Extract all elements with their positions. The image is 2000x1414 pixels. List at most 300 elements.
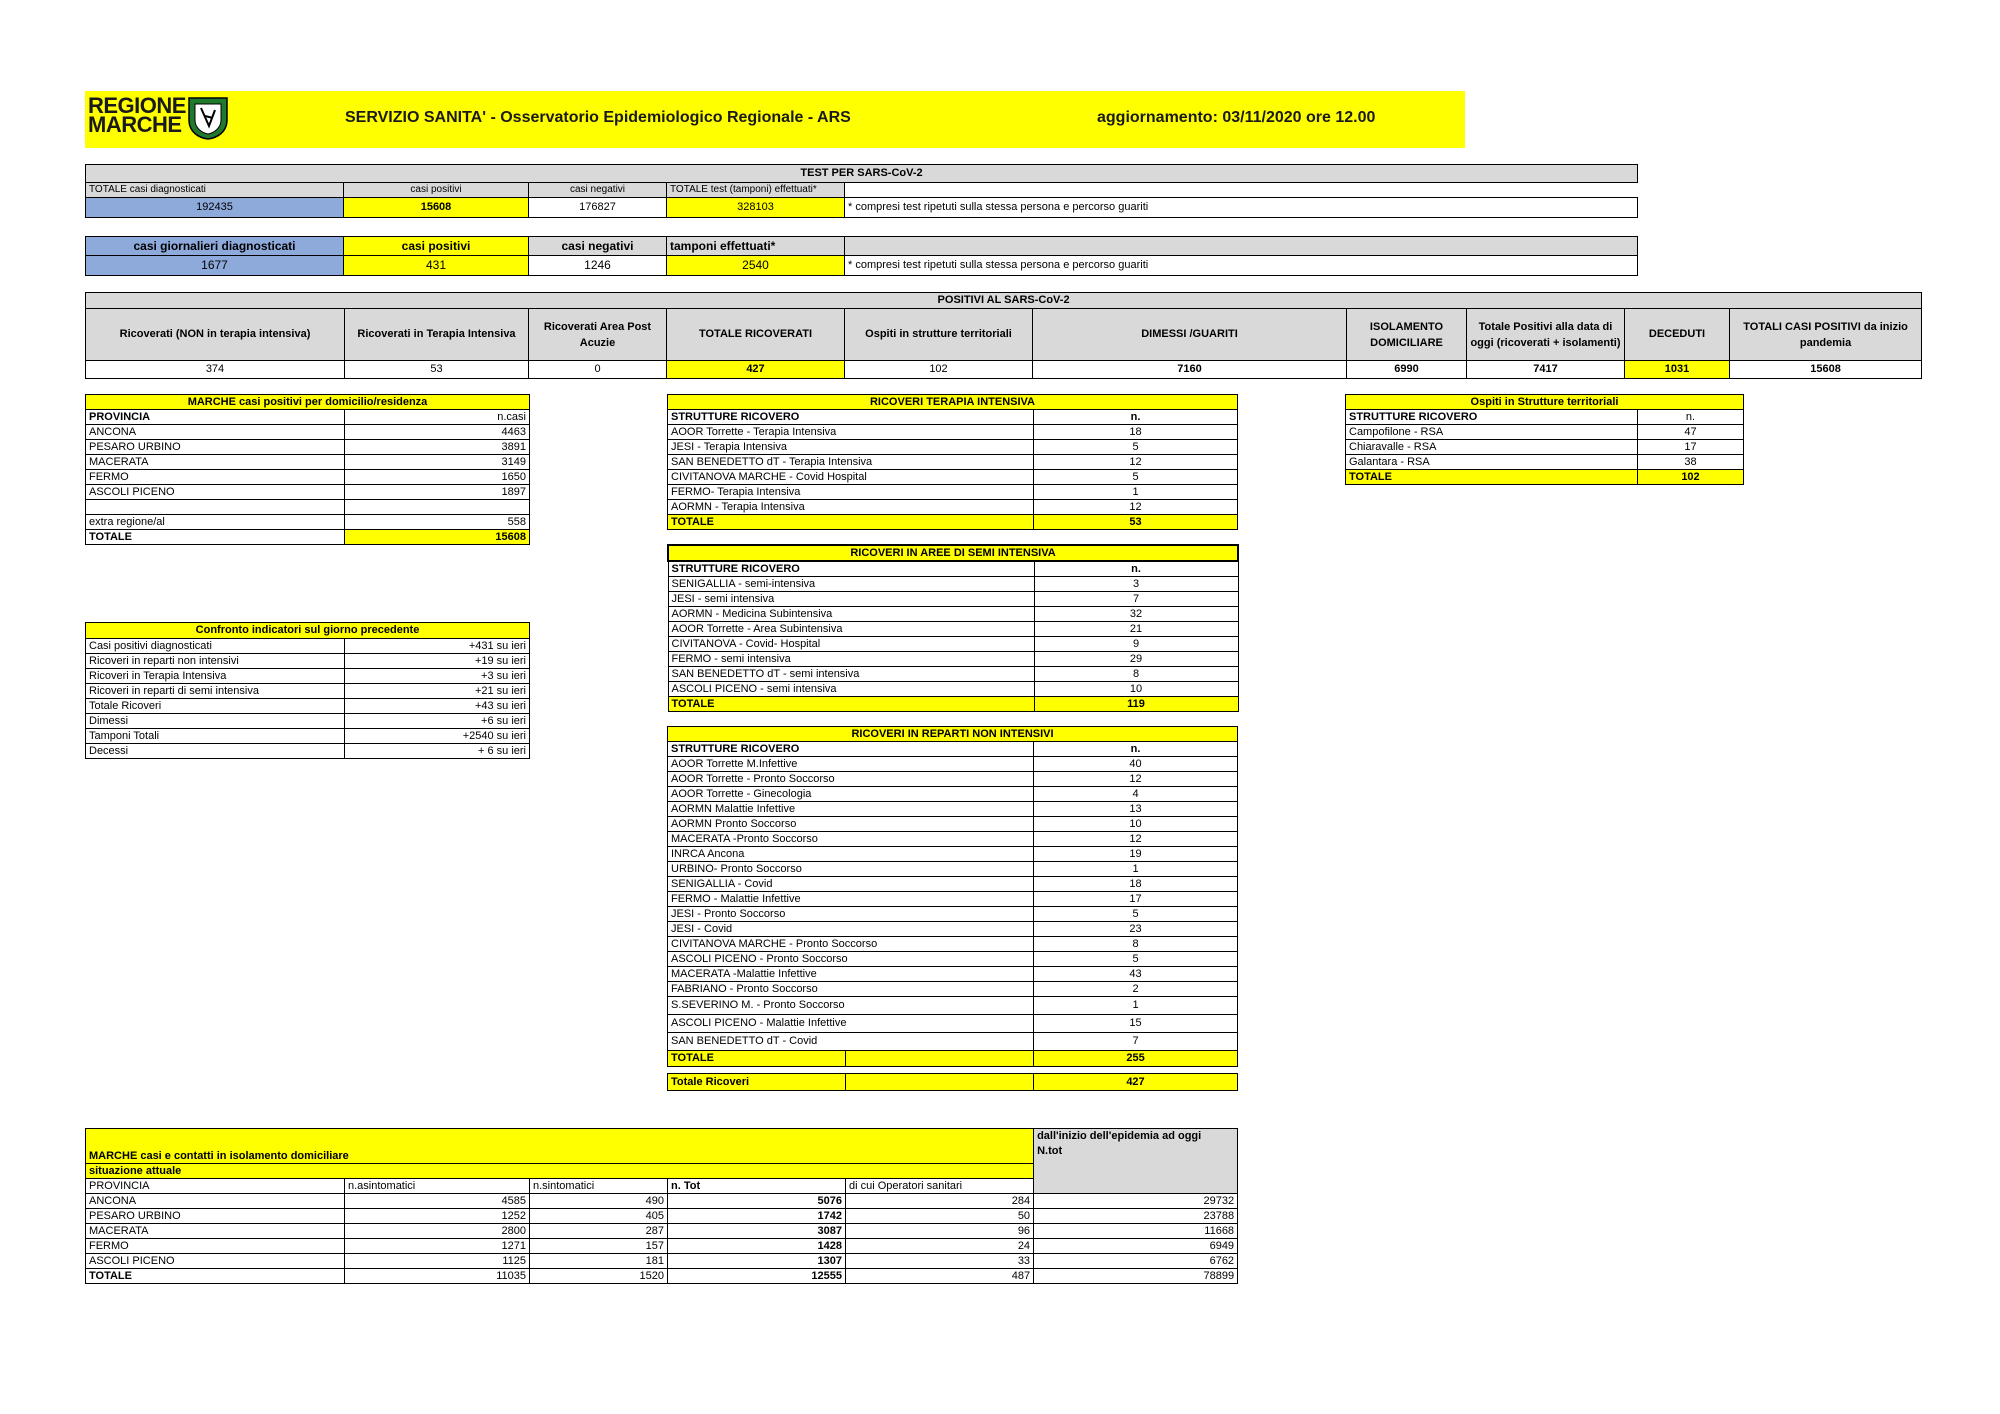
- nonint-col2: n.: [1034, 742, 1238, 757]
- nonint-total-row: [668, 1051, 1238, 1067]
- ti-name: AORMN - Terapia Intensiva: [668, 500, 1034, 515]
- nonint-value: 1: [1034, 862, 1238, 877]
- totale-ricoveri-value: 427: [1034, 1074, 1238, 1091]
- ti-value: 5: [1034, 440, 1238, 455]
- positivi-val-7: 7417: [1467, 361, 1625, 379]
- nonint-row: [668, 937, 1238, 952]
- province-name: ASCOLI PICENO: [86, 485, 345, 500]
- ospiti-value: 47: [1638, 425, 1744, 440]
- isolamento-sint: 181: [530, 1254, 668, 1269]
- nonint-name: AORMN Pronto Soccorso: [668, 817, 1034, 832]
- isolamento-ntot: 6949: [1034, 1239, 1238, 1254]
- ti-title: RICOVERI TERAPIA INTENSIVA: [668, 395, 1238, 410]
- confronto-name: Casi positivi diagnosticati: [86, 639, 345, 654]
- ti-row: [668, 485, 1238, 500]
- positivi-table: [85, 292, 1922, 379]
- positivi-val-5: 7160: [1033, 361, 1347, 379]
- province-row: [86, 485, 530, 500]
- nonint-value: 5: [1034, 907, 1238, 922]
- province-name: PESARO URBINO: [86, 440, 345, 455]
- ti-name: AOOR Torrette - Terapia Intensiva: [668, 425, 1034, 440]
- semi-value: 7: [1034, 592, 1238, 607]
- tests-col-3: TOTALE test (tamponi) effettuati*: [667, 183, 845, 198]
- nonint-row: [668, 862, 1238, 877]
- nonint-name: AOOR Torrette M.Infettive: [668, 757, 1034, 772]
- isolamento-tot: 1428: [668, 1239, 846, 1254]
- ospiti-value: 17: [1638, 440, 1744, 455]
- province-row: [86, 440, 530, 455]
- positivi-col-1: Ricoverati in Terapia Intensiva: [345, 309, 529, 361]
- ti-row: [668, 425, 1238, 440]
- isolamento-name: ASCOLI PICENO: [86, 1254, 345, 1269]
- confronto-title-row: [86, 623, 530, 639]
- nonint-row: [668, 772, 1238, 787]
- nonint-name: AOOR Torrette - Pronto Soccorso: [668, 772, 1034, 787]
- province-total-label: TOTALE: [86, 530, 345, 545]
- isolamento-tot: 3087: [668, 1224, 846, 1239]
- ti-value: 5: [1034, 470, 1238, 485]
- isolamento-row: [86, 1209, 1238, 1224]
- nonint-value: 15: [1034, 1015, 1238, 1033]
- semi-row: [668, 667, 1238, 682]
- province-value: 4463: [345, 425, 530, 440]
- daily-val-0: 1677: [86, 256, 344, 276]
- ospiti-title-row: [1346, 395, 1744, 410]
- province-row: [86, 500, 530, 515]
- semi-table: [667, 544, 1239, 712]
- nonint-value: 4: [1034, 787, 1238, 802]
- isolamento-asint: 1271: [345, 1239, 530, 1254]
- isolamento-row: [86, 1194, 1238, 1209]
- semi-name: FERMO - semi intensiva: [668, 652, 1034, 667]
- tests-spacer: [845, 183, 1638, 198]
- semi-row: [668, 622, 1238, 637]
- ti-table: [667, 394, 1238, 530]
- isolamento-name: PESARO URBINO: [86, 1209, 345, 1224]
- ospiti-name: Campofilone - RSA: [1346, 425, 1638, 440]
- semi-row: [668, 682, 1238, 697]
- nonint-total-value: 255: [1034, 1051, 1238, 1067]
- daily-col-1: casi positivi: [344, 237, 529, 256]
- ti-header-row: [668, 410, 1238, 425]
- nonint-name: CIVITANOVA MARCHE - Pronto Soccorso: [668, 937, 1034, 952]
- semi-total-row: [668, 697, 1238, 712]
- nonint-name: MACERATA -Malattie Infettive: [668, 967, 1034, 982]
- confronto-name: Ricoveri in Terapia Intensiva: [86, 669, 345, 684]
- semi-title: RICOVERI IN AREE DI SEMI INTENSIVA: [668, 545, 1238, 561]
- ospiti-total-row: [1346, 470, 1744, 485]
- confronto-row: [86, 654, 530, 669]
- province-header-row: [86, 410, 530, 425]
- nonint-value: 12: [1034, 832, 1238, 847]
- confronto-value: +43 su ieri: [345, 699, 530, 714]
- semi-name: CIVITANOVA - Covid- Hospital: [668, 637, 1034, 652]
- nonint-value: 17: [1034, 892, 1238, 907]
- page-title: SERVIZIO SANITA' - Osservatorio Epidemiologico Regionale - ARS: [345, 109, 851, 126]
- nonint-name: JESI - Covid: [668, 922, 1034, 937]
- isolamento-tot: 1307: [668, 1254, 846, 1269]
- semi-value: 29: [1034, 652, 1238, 667]
- daily-col-3: tamponi effettuati*: [667, 237, 845, 256]
- confronto-row: [86, 714, 530, 729]
- ti-row: [668, 470, 1238, 485]
- confronto-table: [85, 622, 530, 759]
- semi-total-value: 119: [1034, 697, 1238, 712]
- nonint-header-row: [668, 742, 1238, 757]
- semi-row: [668, 637, 1238, 652]
- nonint-row: [668, 967, 1238, 982]
- totale-ricoveri-spacer: [846, 1074, 1034, 1091]
- nonint-row: [668, 787, 1238, 802]
- semi-col2: n.: [1034, 561, 1238, 577]
- confronto-value: +21 su ieri: [345, 684, 530, 699]
- province-value: 1650: [345, 470, 530, 485]
- nonint-value: 40: [1034, 757, 1238, 772]
- confronto-value: +3 su ieri: [345, 669, 530, 684]
- positivi-col-7: Totale Positivi alla data di oggi (ricoverati + isolamenti): [1467, 309, 1625, 361]
- positivi-val-4: 102: [845, 361, 1033, 379]
- nonint-row: [668, 757, 1238, 772]
- tests-col-2: casi negativi: [529, 183, 667, 198]
- nonint-row: [668, 817, 1238, 832]
- confronto-value: +2540 su ieri: [345, 729, 530, 744]
- positivi-val-6: 6990: [1347, 361, 1467, 379]
- semi-value: 3: [1034, 577, 1238, 592]
- semi-name: AORMN - Medicina Subintensiva: [668, 607, 1034, 622]
- semi-row: [668, 577, 1238, 592]
- positivi-values-row: [86, 361, 1922, 379]
- semi-value: 32: [1034, 607, 1238, 622]
- totale-ricoveri-label: Totale Ricoveri: [668, 1074, 846, 1091]
- nonint-row: [668, 802, 1238, 817]
- ti-row: [668, 500, 1238, 515]
- tests-val-2: 176827: [529, 198, 667, 218]
- province-table: [85, 394, 530, 545]
- positivi-header-row: [86, 309, 1922, 361]
- positivi-col-6: ISOLAMENTO DOMICILIARE: [1347, 309, 1467, 361]
- isolamento-ntot: 29732: [1034, 1194, 1238, 1209]
- province-row: [86, 470, 530, 485]
- confronto-value: +431 su ieri: [345, 639, 530, 654]
- ospiti-name: Galantara - RSA: [1346, 455, 1638, 470]
- semi-name: ASCOLI PICENO - semi intensiva: [668, 682, 1034, 697]
- nonint-name: INRCA Ancona: [668, 847, 1034, 862]
- nonint-value: 8: [1034, 937, 1238, 952]
- nonint-value: 1: [1034, 997, 1238, 1015]
- positivi-col-3: TOTALE RICOVERATI: [667, 309, 845, 361]
- confronto-row: [86, 744, 530, 759]
- isolamento-total-ntot: 78899: [1034, 1269, 1238, 1284]
- isolamento-total-row: [86, 1269, 1238, 1284]
- confronto-value: +19 su ieri: [345, 654, 530, 669]
- daily-table: [85, 236, 1638, 276]
- nonint-row: [668, 877, 1238, 892]
- semi-row: [668, 607, 1238, 622]
- isolamento-ntot: 11668: [1034, 1224, 1238, 1239]
- isolamento-asint: 4585: [345, 1194, 530, 1209]
- update-timestamp: aggiornamento: 03/11/2020 ore 12.00: [1097, 109, 1376, 126]
- isolamento-right-title: [1034, 1129, 1238, 1194]
- ospiti-title: Ospiti in Strutture territoriali: [1346, 395, 1744, 410]
- isolamento-col-4: di cui Operatori sanitari: [846, 1179, 1034, 1194]
- province-name: FERMO: [86, 470, 345, 485]
- province-row: [86, 455, 530, 470]
- ti-total-row: [668, 515, 1238, 530]
- confronto-row: [86, 669, 530, 684]
- semi-name: AOOR Torrette - Area Subintensiva: [668, 622, 1034, 637]
- ospiti-value: 38: [1638, 455, 1744, 470]
- ti-value: 12: [1034, 455, 1238, 470]
- isolamento-sint: 157: [530, 1239, 668, 1254]
- province-name: MACERATA: [86, 455, 345, 470]
- isolamento-oper: 96: [846, 1224, 1034, 1239]
- positivi-title: POSITIVI AL SARS-CoV-2: [86, 293, 1922, 309]
- nonint-title-row: [668, 727, 1238, 742]
- nonint-row: [668, 1033, 1238, 1051]
- nonint-total-label: TOTALE: [668, 1051, 846, 1067]
- nonint-name: SENIGALLIA - Covid: [668, 877, 1034, 892]
- nonint-name: FABRIANO - Pronto Soccorso: [668, 982, 1034, 997]
- positivi-val-1: 53: [345, 361, 529, 379]
- confronto-name: Ricoveri in reparti di semi intensiva: [86, 684, 345, 699]
- nonint-value: 12: [1034, 772, 1238, 787]
- positivi-val-8: 1031: [1625, 361, 1730, 379]
- nonint-name: AOOR Torrette - Ginecologia: [668, 787, 1034, 802]
- isolamento-total-asint: 11035: [345, 1269, 530, 1284]
- ti-row: [668, 455, 1238, 470]
- isolamento-oper: 24: [846, 1239, 1034, 1254]
- confronto-name: Dimessi: [86, 714, 345, 729]
- confronto-name: Tamponi Totali: [86, 729, 345, 744]
- semi-name: SAN BENEDETTO dT - semi intensiva: [668, 667, 1034, 682]
- semi-name: JESI - semi intensiva: [668, 592, 1034, 607]
- province-title-row: [86, 395, 530, 410]
- province-col2: n.casi: [345, 410, 530, 425]
- ti-col2: n.: [1034, 410, 1238, 425]
- semi-col1: STRUTTURE RICOVERO: [668, 561, 1034, 577]
- daily-val-2: 1246: [529, 256, 667, 276]
- confronto-name: Ricoveri in reparti non intensivi: [86, 654, 345, 669]
- tests-values-row: [86, 198, 1638, 218]
- province-value: 3891: [345, 440, 530, 455]
- province-value: 3149: [345, 455, 530, 470]
- isolamento-col-0: PROVINCIA: [86, 1179, 345, 1194]
- semi-row: [668, 592, 1238, 607]
- province-row: [86, 425, 530, 440]
- positivi-col-0: Ricoverati (NON in terapia intensiva): [86, 309, 345, 361]
- ospiti-col1: STRUTTURE RICOVERO: [1346, 410, 1638, 425]
- semi-name: SENIGALLIA - semi-intensiva: [668, 577, 1034, 592]
- confronto-value: +6 su ieri: [345, 714, 530, 729]
- ti-name: SAN BENEDETTO dT - Terapia Intensiva: [668, 455, 1034, 470]
- isolamento-subtitle: situazione attuale: [86, 1164, 1034, 1179]
- ti-name: CIVITANOVA MARCHE - Covid Hospital: [668, 470, 1034, 485]
- nonint-row: [668, 982, 1238, 997]
- regione-marche-logo: [88, 93, 186, 137]
- confronto-name: Totale Ricoveri: [86, 699, 345, 714]
- region-shield-icon: [187, 96, 229, 140]
- nonint-value: 7: [1034, 1033, 1238, 1051]
- province-name: ANCONA: [86, 425, 345, 440]
- ospiti-name: Chiaravalle - RSA: [1346, 440, 1638, 455]
- positivi-val-0: 374: [86, 361, 345, 379]
- ti-total-label: TOTALE: [668, 515, 1034, 530]
- ti-name: FERMO- Terapia Intensiva: [668, 485, 1034, 500]
- nonint-name: ASCOLI PICENO - Pronto Soccorso: [668, 952, 1034, 967]
- isolamento-oper: 50: [846, 1209, 1034, 1224]
- province-value: 558: [345, 515, 530, 530]
- nonint-name: JESI - Pronto Soccorso: [668, 907, 1034, 922]
- nonint-row: [668, 907, 1238, 922]
- ti-col1: STRUTTURE RICOVERO: [668, 410, 1034, 425]
- tests-col-0: TOTALE casi diagnosticati: [86, 183, 344, 198]
- province-name: extra regione/al: [86, 515, 345, 530]
- isolamento-row: [86, 1254, 1238, 1269]
- semi-row: [668, 652, 1238, 667]
- tests-title: TEST PER SARS-CoV-2: [86, 165, 1638, 183]
- nonint-name: ASCOLI PICENO - Malattie Infettive: [668, 1015, 1034, 1033]
- isolamento-ntot: 23788: [1034, 1209, 1238, 1224]
- positivi-val-2: 0: [529, 361, 667, 379]
- isolamento-title-row: [86, 1129, 1238, 1164]
- nonint-row: [668, 1015, 1238, 1033]
- positivi-col-2: Ricoverati Area Post Acuzie: [529, 309, 667, 361]
- isolamento-row: [86, 1224, 1238, 1239]
- isolamento-asint: 2800: [345, 1224, 530, 1239]
- ti-value: 1: [1034, 485, 1238, 500]
- nonint-name: URBINO- Pronto Soccorso: [668, 862, 1034, 877]
- confronto-row: [86, 639, 530, 654]
- nonint-name: SAN BENEDETTO dT - Covid: [668, 1033, 1034, 1051]
- confronto-row: [86, 684, 530, 699]
- ti-title-row: [668, 395, 1238, 410]
- semi-total-label: TOTALE: [668, 697, 1034, 712]
- isolamento-col-2: n.sintomatici: [530, 1179, 668, 1194]
- isolamento-oper: 33: [846, 1254, 1034, 1269]
- tests-val-3: 328103: [667, 198, 845, 218]
- positivi-col-9: TOTALI CASI POSITIVI da inizio pandemia: [1730, 309, 1922, 361]
- tests-title-row: [86, 165, 1638, 183]
- ospiti-header-row: [1346, 410, 1744, 425]
- isolamento-sint: 490: [530, 1194, 668, 1209]
- province-value: 1897: [345, 485, 530, 500]
- isolamento-col-3: n. Tot: [668, 1179, 846, 1194]
- isolamento-total-name: TOTALE: [86, 1269, 345, 1284]
- confronto-row: [86, 729, 530, 744]
- logo-line1: REGIONE: [88, 93, 186, 118]
- nonint-value: 13: [1034, 802, 1238, 817]
- tests-header-row: [86, 183, 1638, 198]
- nonint-value: 2: [1034, 982, 1238, 997]
- nonint-value: 19: [1034, 847, 1238, 862]
- nonint-value: 43: [1034, 967, 1238, 982]
- tests-note: * compresi test ripetuti sulla stessa persona e percorso guariti: [845, 198, 1638, 218]
- ti-name: JESI - Terapia Intensiva: [668, 440, 1034, 455]
- tests-col-1: casi positivi: [344, 183, 529, 198]
- positivi-col-8: DECEDUTI: [1625, 309, 1730, 361]
- semi-title-row: [668, 545, 1238, 561]
- daily-val-1: 431: [344, 256, 529, 276]
- daily-col-0: casi giornalieri diagnosticati: [86, 237, 344, 256]
- ti-value: 12: [1034, 500, 1238, 515]
- isolamento-name: FERMO: [86, 1239, 345, 1254]
- daily-note: * compresi test ripetuti sulla stessa persona e percorso guariti: [845, 256, 1638, 276]
- isolamento-total-tot: 12555: [668, 1269, 846, 1284]
- nonint-row: [668, 952, 1238, 967]
- nonint-name: AORMN Malattie Infettive: [668, 802, 1034, 817]
- tests-val-0: 192435: [86, 198, 344, 218]
- province-total-row: [86, 530, 530, 545]
- semi-value: 9: [1034, 637, 1238, 652]
- ospiti-table: [1345, 394, 1744, 485]
- semi-value: 21: [1034, 622, 1238, 637]
- confronto-row: [86, 699, 530, 714]
- positivi-col-4: Ospiti in strutture territoriali: [845, 309, 1033, 361]
- logo-line2: MARCHE: [88, 112, 182, 137]
- nonint-row: [668, 922, 1238, 937]
- isolamento-ntot: 6762: [1034, 1254, 1238, 1269]
- isolamento-table: [85, 1128, 1238, 1284]
- isolamento-name: ANCONA: [86, 1194, 345, 1209]
- nonint-value: 23: [1034, 922, 1238, 937]
- ospiti-col2: n.: [1638, 410, 1744, 425]
- nonint-row: [668, 892, 1238, 907]
- confronto-name: Decessi: [86, 744, 345, 759]
- tests-val-1: 15608: [344, 198, 529, 218]
- ospiti-row: [1346, 455, 1744, 470]
- nonint-value: 5: [1034, 952, 1238, 967]
- nonint-name: S.SEVERINO M. - Pronto Soccorso: [668, 997, 1034, 1015]
- province-name: [86, 500, 345, 515]
- isolamento-sint: 405: [530, 1209, 668, 1224]
- isolamento-col-1: n.asintomatici: [345, 1179, 530, 1194]
- semi-value: 8: [1034, 667, 1238, 682]
- isolamento-asint: 1125: [345, 1254, 530, 1269]
- isolamento-oper: 284: [846, 1194, 1034, 1209]
- isolamento-tot: 5076: [668, 1194, 846, 1209]
- isolamento-total-sint: 1520: [530, 1269, 668, 1284]
- ospiti-total-value: 102: [1638, 470, 1744, 485]
- totale-ricoveri-row: [668, 1074, 1238, 1091]
- nonint-value: 18: [1034, 877, 1238, 892]
- nonint-value: 10: [1034, 817, 1238, 832]
- daily-header-spacer: [845, 237, 1638, 256]
- totale-ricoveri-table: [667, 1073, 1238, 1091]
- isolamento-sint: 287: [530, 1224, 668, 1239]
- nonint-row: [668, 832, 1238, 847]
- positivi-val-3: 427: [667, 361, 845, 379]
- nonint-total-spacer: [846, 1051, 1034, 1067]
- positivi-title-row: [86, 293, 1922, 309]
- ospiti-row: [1346, 440, 1744, 455]
- confronto-value: + 6 su ieri: [345, 744, 530, 759]
- ti-value: 18: [1034, 425, 1238, 440]
- isolamento-name: MACERATA: [86, 1224, 345, 1239]
- isolamento-row: [86, 1239, 1238, 1254]
- ospiti-total-label: TOTALE: [1346, 470, 1638, 485]
- ti-row: [668, 440, 1238, 455]
- isolamento-tot: 1742: [668, 1209, 846, 1224]
- daily-col-2: casi negativi: [529, 237, 667, 256]
- ospiti-row: [1346, 425, 1744, 440]
- isolamento-right-title1: dall'inizio dell'epidemia ad oggi: [1037, 1130, 1202, 1142]
- positivi-val-9: 15608: [1730, 361, 1922, 379]
- nonint-name: FERMO - Malattie Infettive: [668, 892, 1034, 907]
- province-value: [345, 500, 530, 515]
- daily-val-3: 2540: [667, 256, 845, 276]
- semi-header-row: [668, 561, 1238, 577]
- province-col1: PROVINCIA: [86, 410, 345, 425]
